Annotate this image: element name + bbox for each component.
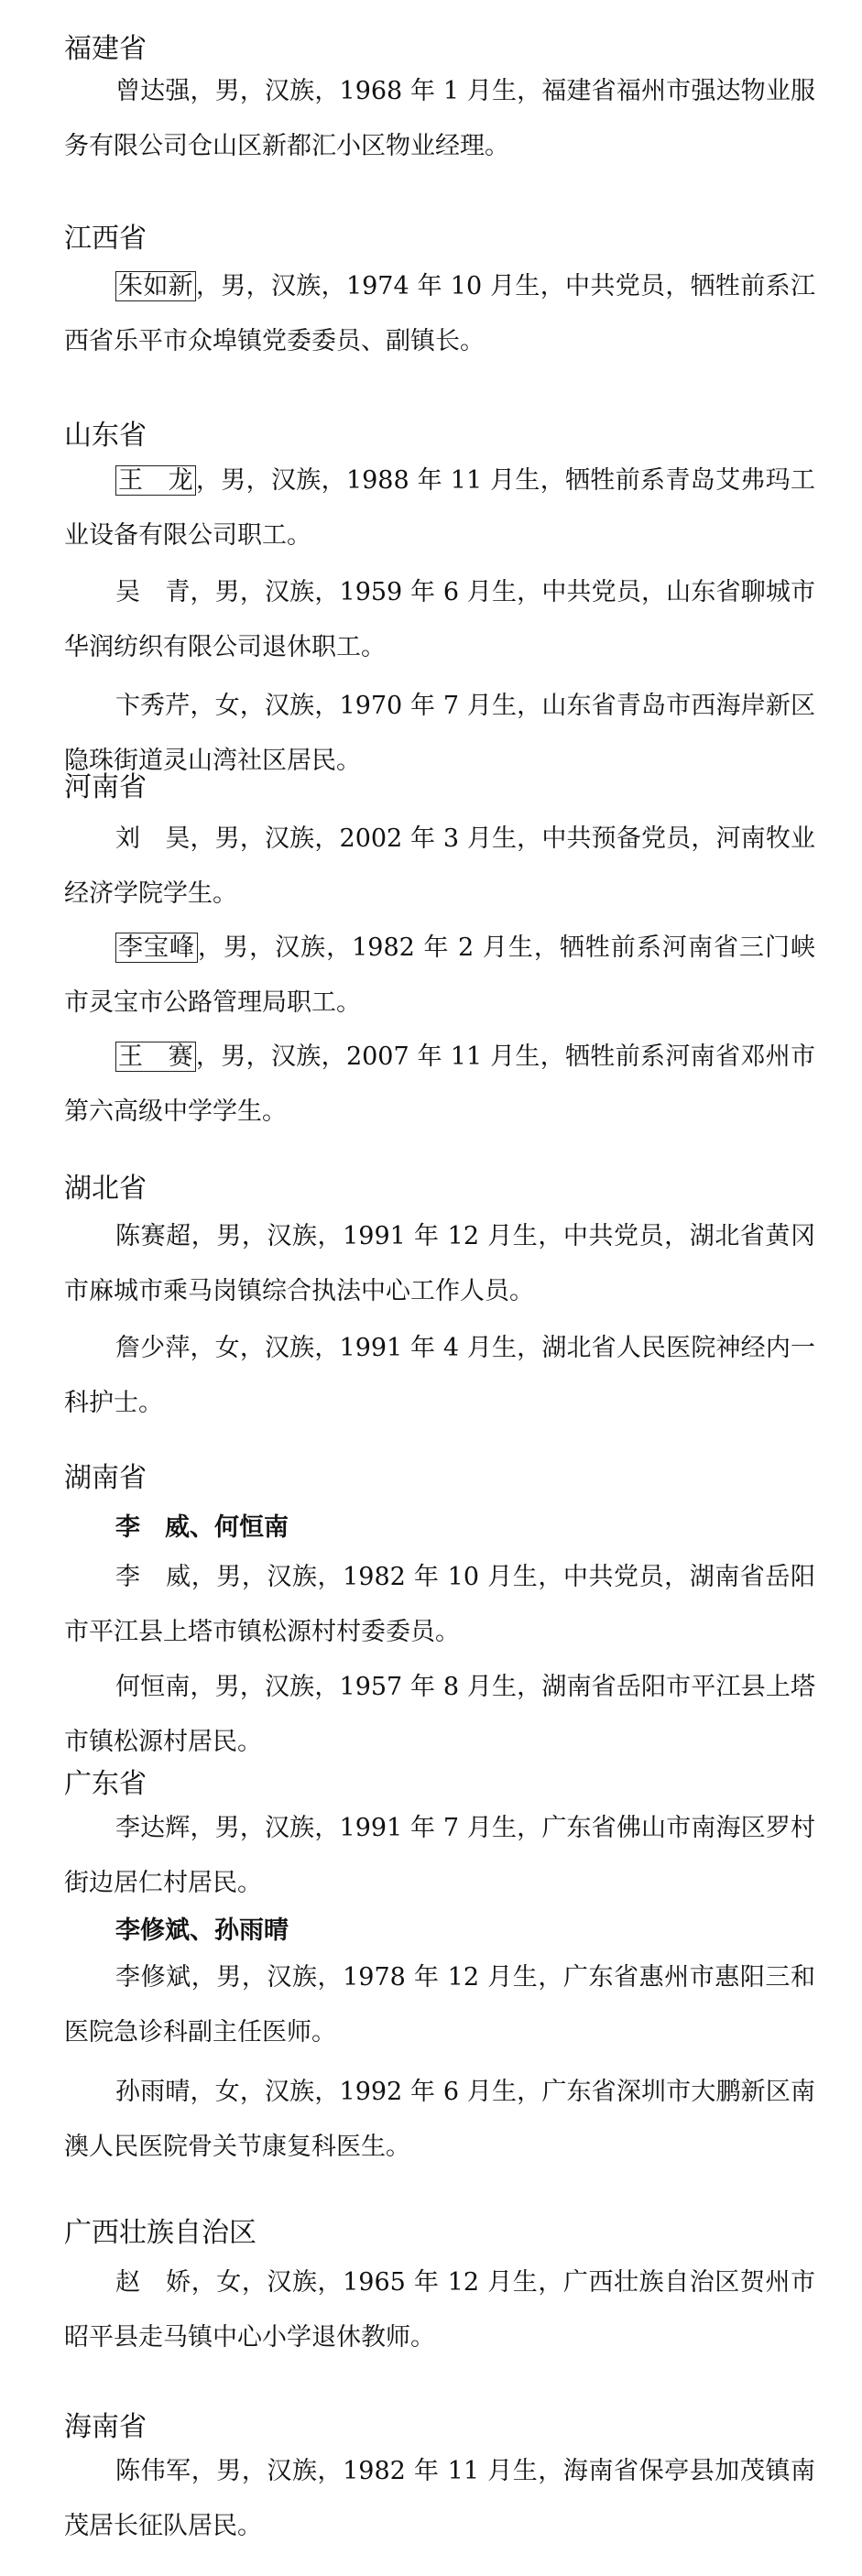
province-heading-fujian: 福建省: [64, 33, 147, 65]
entry-henan-2: [64, 921, 815, 1031]
person-description: ，女，汉族，1991 年 4 月生，湖北省人民医院神经内一科护士。: [64, 1334, 816, 1417]
entry-guangdong-3: [64, 2065, 815, 2175]
province-heading-guangdong: 广东省: [64, 1768, 147, 1800]
person-description: ，男，汉族，1982 年 10 月生，中共党员，湖南省岳阳市平江县上塔市镇松源村村委委员。: [64, 1563, 815, 1646]
person-name: 陈伟军: [115, 2457, 191, 2485]
province-heading-shandong: 山东省: [64, 420, 147, 452]
entry-shandong-1: [64, 453, 815, 563]
entry-hubei-1: [64, 1209, 815, 1319]
province-heading-hunan: 湖南省: [64, 1462, 147, 1494]
person-description: ，男，汉族，1968 年 1 月生，福建省福州市强达物业服务有限公司仓山区新都汇小区物业经理。: [64, 77, 816, 160]
person-description: ，女，汉族，1970 年 7 月生，山东省青岛市西海岸新区隐珠街道灵山湾社区居民。: [64, 692, 816, 775]
person-description: ，男，汉族，1978 年 12 月生，广东省惠州市惠阳三和医院急诊科副主任医师。: [64, 1963, 815, 2047]
entry-hunan-2: [64, 1660, 815, 1770]
person-name: 孙雨晴: [115, 2078, 191, 2106]
person-name: 曾达强: [115, 77, 191, 105]
group-title-hunan: 李 威、何恒南: [115, 1513, 289, 1542]
person-name-boxed: 王 龙: [115, 465, 196, 496]
province-heading-hainan: 海南省: [64, 2411, 147, 2443]
person-name: 刘 昊: [115, 824, 191, 853]
person-description: ，男，汉族，1991 年 7 月生，广东省佛山市南海区罗村街边居仁村居民。: [64, 1814, 816, 1897]
entry-henan-3: [64, 1030, 815, 1140]
entry-jiangxi-1: [64, 259, 815, 369]
person-description: ，男，汉族，1991 年 12 月生，中共党员，湖北省黄冈市麻城市乘马岗镇综合执法中心工作人员。: [64, 1222, 815, 1305]
person-description: ，男，汉族，1982 年 11 月生，海南省保亭县加茂镇南茂居长征队居民。: [64, 2457, 815, 2540]
entry-guangdong-2: [64, 1950, 815, 2060]
entry-guangxi-1: [64, 2255, 815, 2365]
person-description: ，男，汉族，1959 年 6 月生，中共党员，山东省聊城市华润纺织有限公司退休职工。: [64, 578, 816, 661]
province-heading-henan: 河南省: [64, 771, 147, 803]
entry-shandong-2: [64, 565, 815, 675]
person-name: 李修斌: [115, 1963, 191, 1992]
entry-hunan-1: [64, 1550, 815, 1660]
person-description: ，男，汉族，1974 年 10 月生，中共党员，牺牲前系江西省乐平市众埠镇党委委员、副镇长。: [64, 272, 815, 355]
person-name-boxed: 李宝峰: [115, 933, 198, 963]
province-heading-jiangxi: 江西省: [64, 223, 147, 255]
entry-hainan-1: [64, 2444, 815, 2554]
province-heading-guangxi: 广西壮族自治区: [64, 2217, 256, 2249]
person-name: 詹少萍: [115, 1334, 191, 1362]
entry-fujian-1: [64, 64, 815, 174]
group-title-guangdong: 李修斌、孙雨晴: [115, 1916, 289, 1945]
entry-guangdong-1: [64, 1801, 815, 1911]
person-name: 李 威: [115, 1563, 191, 1591]
person-description: ，男，汉族，1957 年 8 月生，湖南省岳阳市平江县上塔市镇松源村居民。: [64, 1673, 816, 1756]
person-description: ，男，汉族，2002 年 3 月生，中共预备党员，河南牧业经济学院学生。: [64, 824, 816, 908]
person-name: 赵 娇: [115, 2268, 191, 2297]
person-name: 吴 青: [115, 578, 191, 606]
person-description: ，女，汉族，1965 年 12 月生，广西壮族自治区贺州市昭平县走马镇中心小学退休教师。: [64, 2268, 815, 2352]
entry-henan-1: [64, 812, 815, 922]
entry-shandong-3: [64, 679, 815, 789]
person-name: 李达辉: [115, 1814, 191, 1842]
person-name: 陈赛超: [115, 1222, 191, 1250]
person-name: 何恒南: [115, 1673, 191, 1701]
person-description: ，男，汉族，2007 年 11 月生，牺牲前系河南省邓州市第六高级中学学生。: [64, 1042, 815, 1126]
person-description: ，男，汉族，1988 年 11 月生，牺牲前系青岛艾弗玛工业设备有限公司职工。: [64, 466, 815, 550]
entry-hubei-2: [64, 1321, 815, 1431]
province-heading-hubei: 湖北省: [64, 1173, 147, 1205]
person-name: 卞秀芹: [115, 692, 191, 720]
person-name-boxed: 王 赛: [115, 1042, 196, 1072]
person-description: ，女，汉族，1992 年 6 月生，广东省深圳市大鹏新区南澳人民医院骨关节康复科医生。: [64, 2078, 816, 2161]
person-description: ，男，汉族，1982 年 2 月生，牺牲前系河南省三门峡市灵宝市公路管理局职工。: [64, 933, 816, 1017]
person-name-boxed: 朱如新: [115, 271, 196, 301]
